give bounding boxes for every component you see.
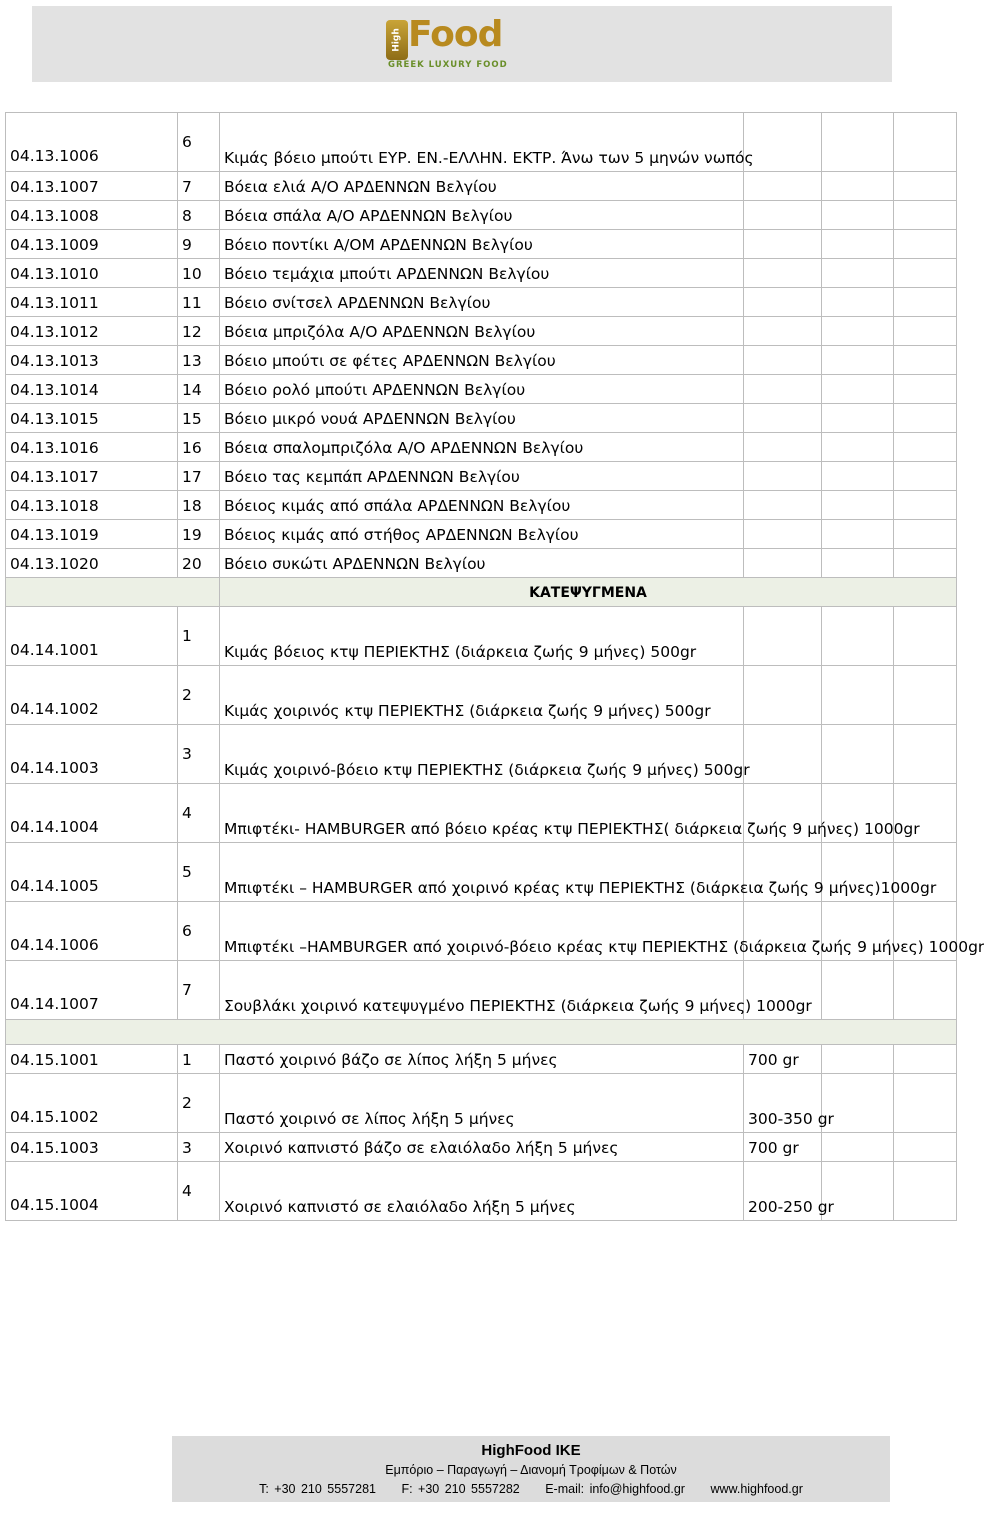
product-code: 04.13.1009 [6,230,178,259]
product-quantity [744,549,822,578]
product-table-body [6,113,984,1221]
empty-cell [894,288,957,317]
empty-cell [894,666,957,725]
row-number: 15 [178,404,220,433]
row-number: 17 [178,462,220,491]
empty-cell [822,288,894,317]
footer-fax: F: +30 210 5557282 [401,1482,520,1496]
table-row [6,288,957,317]
product-code: 04.14.1006 [6,902,178,961]
product-code: 04.13.1010 [6,259,178,288]
product-code: 04.15.1004 [6,1162,178,1221]
product-code: 04.14.1001 [6,607,178,666]
product-description: Βόειος κιμάς από σπάλα ΑΡΔΕΝΝΩΝ Βελγίου [220,491,744,520]
product-quantity: 200-250 gr [744,1162,822,1221]
table-row [6,549,957,578]
product-code: 04.13.1007 [6,172,178,201]
empty-cell [894,433,957,462]
row-number: 4 [178,784,220,843]
empty-cell [894,1162,957,1221]
product-code: 04.15.1001 [6,1045,178,1074]
empty-cell [894,725,957,784]
empty-cell [894,1045,957,1074]
table-row [6,607,957,666]
footer [172,1436,890,1502]
empty-cell [822,404,894,433]
product-quantity [744,317,822,346]
spacer-row [6,1020,957,1045]
product-code: 04.13.1012 [6,317,178,346]
row-number: 8 [178,201,220,230]
row-number: 6 [178,113,220,172]
product-quantity [744,433,822,462]
table-row [6,843,957,902]
table-row [6,902,957,961]
table-row [6,666,957,725]
product-code: 04.13.1016 [6,433,178,462]
table-row [6,784,957,843]
table-row [6,317,957,346]
table-row [6,725,957,784]
table-row [6,113,957,172]
product-description: Βόειο ρολό μπούτι ΑΡΔΕΝΝΩΝ Βελγίου [220,375,744,404]
section-title-frozen: ΚΑΤΕΨΥΓΜΕΝΑ [220,578,957,607]
row-number: 6 [178,902,220,961]
empty-cell [894,549,957,578]
product-code: 04.14.1002 [6,666,178,725]
product-description: Βόεια σπάλα Α/Ο ΑΡΔΕΝΝΩΝ Βελγίου [220,201,744,230]
section-row [6,578,957,607]
product-description: Βόειο σνίτσελ ΑΡΔΕΝΝΩΝ Βελγίου [220,288,744,317]
row-number: 2 [178,666,220,725]
product-code: 04.14.1004 [6,784,178,843]
row-number: 5 [178,843,220,902]
product-description: Βόειο συκώτι ΑΡΔΕΝΝΩΝ Βελγίου [220,549,744,578]
product-code: 04.13.1019 [6,520,178,549]
product-quantity [744,259,822,288]
table-row [6,1045,957,1074]
table-row [6,462,957,491]
product-description: Βόειο ποντίκι Α/ΟΜ ΑΡΔΕΝΝΩΝ Βελγίου [220,230,744,259]
product-code: 04.15.1002 [6,1074,178,1133]
empty-cell [822,375,894,404]
product-description: Σουβλάκι χοιρινό κατεψυγμένο ΠΕΡΙΕΚΤΗΣ (διάρκεια ζωής 9 μήνες) 1000gr [220,961,744,1020]
product-quantity [744,113,822,172]
product-description: Χοιρινό καπνιστό βάζο σε ελαιόλαδο λήξη 5 μήνες [220,1133,744,1162]
product-description: Παστό χοιρινό σε λίπος λήξη 5 μήνες [220,1074,744,1133]
row-number: 2 [178,1074,220,1133]
product-code: 04.13.1014 [6,375,178,404]
table-row [6,520,957,549]
row-number: 19 [178,520,220,549]
empty-cell [894,1074,957,1133]
row-number: 1 [178,607,220,666]
product-description: Κιμάς χοιρινό-βόειο κτψ ΠΕΡΙΕΚΤΗΣ (διάρκεια ζωής 9 μήνες) 500gr [220,725,744,784]
empty-cell [822,113,894,172]
empty-cell [822,462,894,491]
product-quantity [744,230,822,259]
row-number: 4 [178,1162,220,1221]
footer-subtitle: Εμπόριο – Παραγωγή – Διανομή Τροφίμων & Ποτών [385,1463,677,1477]
product-quantity [744,172,822,201]
product-description: Βόεια μπριζόλα Α/Ο ΑΡΔΕΝΝΩΝ Βελγίου [220,317,744,346]
row-number: 14 [178,375,220,404]
empty-cell [822,491,894,520]
product-code: 04.13.1013 [6,346,178,375]
table-row [6,346,957,375]
empty-cell [822,961,894,1020]
product-code: 04.13.1008 [6,201,178,230]
product-table [5,112,984,1221]
product-description: Βόειο τας κεμπάπ ΑΡΔΕΝΝΩΝ Βελγίου [220,462,744,491]
product-code: 04.13.1015 [6,404,178,433]
row-number: 3 [178,1133,220,1162]
product-description: Μπιφτέκι –HAMBURGER από χοιρινό-βόειο κρέας κτψ ΠΕΡΙΕΚΤΗΣ (διάρκεια ζωής 9 μήνες) 1000gr [220,902,744,961]
empty-cell [822,549,894,578]
footer-website[interactable]: www.highfood.gr [710,1482,803,1496]
empty-cell [822,230,894,259]
product-quantity [744,520,822,549]
row-number: 16 [178,433,220,462]
product-quantity [744,462,822,491]
section-spacer-cell [6,578,220,607]
empty-cell [822,666,894,725]
product-code: 04.13.1017 [6,462,178,491]
table-row [6,1162,957,1221]
row-number: 9 [178,230,220,259]
product-description: Βόειο μπούτι σε φέτες ΑΡΔΕΝΝΩΝ Βελγίου [220,346,744,375]
row-number: 7 [178,961,220,1020]
empty-cell [894,462,957,491]
empty-cell [822,201,894,230]
product-quantity [744,491,822,520]
empty-cell [894,201,957,230]
empty-cell [894,491,957,520]
empty-cell [894,317,957,346]
empty-cell [822,317,894,346]
product-quantity [744,201,822,230]
table-row [6,433,957,462]
product-quantity: 700 gr [744,1133,822,1162]
row-number: 1 [178,1045,220,1074]
table-row [6,491,957,520]
product-description: Βόεια σπαλομπριζόλα Α/Ο ΑΡΔΕΝΝΩΝ Βελγίου [220,433,744,462]
product-description: Βόειο τεμάχια μπούτι ΑΡΔΕΝΝΩΝ Βελγίου [220,259,744,288]
empty-cell [894,172,957,201]
table-row [6,1133,957,1162]
empty-cell [894,607,957,666]
product-description: Μπιφτέκι – HAMBURGER από χοιρινό κρέας κτψ ΠΕΡΙΕΚΤΗΣ (διάρκεια ζωής 9 μήνες)1000gr [220,843,744,902]
product-description: Χοιρινό καπνιστό σε ελαιόλαδο λήξη 5 μήνες [220,1162,744,1221]
product-description: Κιμάς χοιρινός κτψ ΠΕΡΙΕΚΤΗΣ (διάρκεια ζωής 9 μήνες) 500gr [220,666,744,725]
product-code: 04.13.1011 [6,288,178,317]
product-quantity [744,346,822,375]
table-row [6,230,957,259]
row-number: 10 [178,259,220,288]
table-row [6,259,957,288]
empty-cell [894,404,957,433]
footer-contact [172,1482,890,1496]
table-row [6,1074,957,1133]
empty-cell [822,1133,894,1162]
row-number: 13 [178,346,220,375]
highfood-logo [386,14,506,74]
product-quantity [744,725,822,784]
product-description: Παστό χοιρινό βάζο σε λίπος λήξη 5 μήνες [220,1045,744,1074]
product-code: 04.14.1007 [6,961,178,1020]
product-code: 04.13.1006 [6,113,178,172]
table-row [6,961,957,1020]
empty-cell [894,961,957,1020]
product-description: Κιμάς βόειο μπούτι ΕΥΡ. ΕΝ.-ΕΛΛΗΝ. ΕΚΤΡ. Άνω των 5 μηνών νωπός [220,113,744,172]
product-quantity: 700 gr [744,1045,822,1074]
empty-cell [894,520,957,549]
product-description: Κιμάς βόειος κτψ ΠΕΡΙΕΚΤΗΣ (διάρκεια ζωής 9 μήνες) 500gr [220,607,744,666]
product-quantity [744,666,822,725]
product-description: Βόειο μικρό νουά ΑΡΔΕΝΝΩΝ Βελγίου [220,404,744,433]
empty-cell [894,1133,957,1162]
table-row [6,375,957,404]
table-row [6,201,957,230]
product-code: 04.13.1020 [6,549,178,578]
empty-cell [822,259,894,288]
product-description: Μπιφτέκι- HAMBURGER από βόειο κρέας κτψ ΠΕΡΙΕΚΤΗΣ( διάρκεια ζωής 9 μήνες) 1000gr [220,784,744,843]
logo-high-badge: High [386,20,408,60]
product-quantity [744,404,822,433]
row-number: 18 [178,491,220,520]
row-number: 11 [178,288,220,317]
row-number: 7 [178,172,220,201]
logo-tagline: GREEK LUXURY FOOD [388,60,508,70]
row-number: 3 [178,725,220,784]
footer-company: HighFood IKE [481,1442,581,1459]
spacer-cell [6,1020,957,1045]
product-quantity [744,288,822,317]
empty-cell [894,113,957,172]
empty-cell [822,1045,894,1074]
footer-email[interactable]: E-mail: info@highfood.gr [545,1482,685,1496]
footer-phone: T: +30 210 5557281 [259,1482,376,1496]
table-row [6,404,957,433]
logo-food-wordmark: Food [408,14,503,55]
table-row [6,172,957,201]
product-code: 04.14.1003 [6,725,178,784]
product-code: 04.14.1005 [6,843,178,902]
empty-cell [822,725,894,784]
empty-cell [894,230,957,259]
product-description: Βόειος κιμάς από στήθος ΑΡΔΕΝΝΩΝ Βελγίου [220,520,744,549]
product-quantity [744,375,822,404]
product-code: 04.15.1003 [6,1133,178,1162]
empty-cell [894,375,957,404]
empty-cell [894,259,957,288]
product-quantity [744,607,822,666]
product-quantity: 300-350 gr [744,1074,822,1133]
empty-cell [822,172,894,201]
product-description: Βόεια ελιά Α/Ο ΑΡΔΕΝΝΩΝ Βελγίου [220,172,744,201]
empty-cell [894,346,957,375]
row-number: 12 [178,317,220,346]
empty-cell [822,607,894,666]
empty-cell [822,433,894,462]
row-number: 20 [178,549,220,578]
empty-cell [822,520,894,549]
empty-cell [822,346,894,375]
product-code: 04.13.1018 [6,491,178,520]
